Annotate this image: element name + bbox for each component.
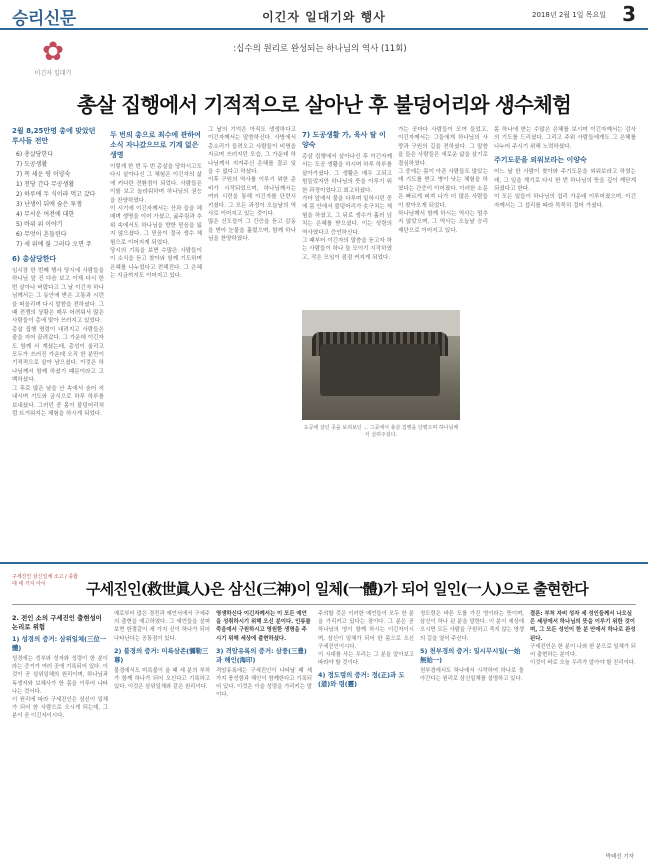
page-number: 3 [622, 2, 636, 26]
toc-item: 7) 세 위에 불 그러다 오면 주 [16, 241, 92, 248]
lower-paragraph: 이 원리에 따라 구세진인은 삼신이 일체가 되어 한 사람으로 오시게 되는데, 그 분이 곧 이긴자이시다. [12, 697, 108, 720]
lower-point: 3) 격암유록의 증거: 삼풍(三豊)과 해인(海印) [216, 646, 307, 664]
body-paragraph: 총살 집행 명령이 내려지고 사람들은 줄을 지어 끌려갔다. 그 가운데 이긴자도 함께 서 계셨는데, 총성이 울리고 모두가 쓰러진 가운데 오직 한 분만이 기적적으로 살아 남으셨다. 이것은 하나님께서 함께 하셨기 때문이라고 고백하셨다. [12, 326, 104, 384]
body-paragraph: 하나님께서 함께 하시는 역사는 멈추지 않았으며, 그 역사는 오늘날 승리제단으로 이어지고 있다. [398, 211, 488, 234]
article-column-6 [494, 126, 636, 560]
body-paragraph: 이 모든 일들이 하나님의 섭리 가운데 이루어졌으며, 이긴자께서는 그 섭리를 따라 묵묵히 걸어 가셨다. [494, 194, 636, 209]
main-headline: 총살 집행에서 기적적으로 살아난 후 불덩어리와 생수체험 [76, 93, 572, 117]
publication-date: 2018년 2월 1일 목요일 [532, 11, 606, 19]
body-paragraph: 어느 날 한 사람이 찾아와 주기도문을 외워보라고 하였는데, 그 일을 계기로 다시 한 번 하나님의 뜻을 깊이 깨닫게 되셨다고 한다. [494, 169, 636, 193]
lower-point: 5) 천부경의 증거: 일시무시일(一始無始一) [420, 646, 521, 664]
lower-column-3 [216, 610, 312, 862]
kicker-line [110, 36, 530, 55]
lower-point: 2) 불경의 증거: 미륵삼존(彌勒三尊) [114, 646, 209, 664]
body-paragraph: 가마 앞에서 불을 다루며 일하시던 중에 몸 안에서 불덩어리가 솟구치는 체험을 하셨고, 그 뒤로 생수가 흘러 넘치는 은혜를 받으셨다. 이는 성령의 역사였다고 증언하신다. [302, 196, 392, 236]
article-column-3 [208, 126, 296, 560]
lower-subhead: 2. 전인 소의 구세진인 출현성이 논리로 위험 [12, 614, 102, 631]
toc-item: 6) 총살당한다 [16, 151, 54, 158]
body-paragraph: 그 후로 많은 날을 산 속에서 숨어 지내시며 기도와 금식으로 하루 하루를 보내셨다. 그러던 중 몸이 불덩어리처럼 뜨거워지는 체험을 하시게 되었다. [12, 385, 104, 417]
body-paragraph: 그 때부터 이긴자의 말씀을 듣고자 하는 사람들이 하나 둘 모이기 시작하였고, 작은 모임이 점점 커지게 되었다. [302, 238, 392, 261]
body-paragraph: 가는 곳마다 사람들이 모여 들었고, 이긴자께서는 그들에게 하나님의 사랑과 구원의 길을 전하셨다. 그 말씀을 들은 사람들은 새로운 삶을 살기로 결심하였다. [398, 127, 488, 167]
body-paragraph: 이렇게 한 번 두 번 총살을 당하시고도 다시 살아나신 그 체험은 이긴자의 삶에 커다란 전환점이 되었다. 사람들은 이를 보고 놀라워하며 하나님의 권능을 찬양하였다. [110, 164, 202, 204]
newspaper-header [0, 0, 648, 30]
column-subhead: 7) 도공생활 가, 육사 탈 이양숙 [302, 131, 386, 149]
article-column-2 [110, 126, 202, 560]
toc-item: 5) 바위 위 이야기 [16, 221, 63, 228]
toc-item: 7) 도공생활 [16, 161, 48, 168]
lower-paragraph: 이 시대를 사는 우리는 그 분을 알아보고 따라야 할 것이다. [318, 652, 414, 667]
lower-point: 1) 성경의 증거: 삼위일체(三位一體) [12, 635, 107, 652]
lower-paragraph: 결론: 부처 자비 성자 세 성인들께서 나오심은 세상에서 하나님의 뜻을 이루기 위한 것이며, 그 모든 성인이 한 분 안에서 하나로 완성된다. [530, 611, 636, 642]
section-title: 이긴자 일대기와 행사 [262, 10, 386, 24]
lower-rule [12, 604, 636, 605]
lower-column-2 [114, 610, 210, 862]
toc-item: 4) 무서운 여전에 대한 [16, 211, 75, 218]
toc-item: 2) 하루에 두 식이라 먹고 갔다 [16, 191, 96, 198]
lower-paragraph: 성경에는 성부와 성자와 성령이 한 분이라는 증거가 여러 곳에 기록되어 있다. 이것이 곧 삼위일체의 원리이며, 하나님과 독생자와 보혜사가 한 몸을 이루어 나타나는 것이다. [12, 656, 108, 695]
section-divider [0, 562, 648, 568]
series-badge-caption: 이긴자 일대기 [34, 70, 72, 77]
lower-paragraph: 격암유록에는 구세진인이 나타날 때 세 가지 풍성함과 해인이 함께한다고 기록되어 있다. 이것은 이슬 성령을 가리키는 말이다. [216, 667, 312, 699]
lower-paragraph: 예로부터 많은 경전과 예언서에서 구세주의 출현을 예고하였다. 그 예언들을 살펴보면 한결같이 세 가지 신이 하나가 되어 나타난다는 공통점이 있다. [114, 611, 210, 642]
photo-caption: 도공에 살던 곳을 보려보던 ... 그곳에서 총살 집행을 당했으며 하나님께서 살려주셨다. [303, 425, 459, 438]
flower-icon: ✿ [42, 37, 64, 67]
kicker-text: :십수의 원리로 완성되는 하나님의 역사 (11회) [233, 44, 407, 54]
lower-paragraph: 주의할 것은 이러한 예언들이 모두 한 분을 가리키고 있다는 점이다. 그 분은 곧 하나님의 영이 함께 하시는 이긴자이시며, 삼신이 일체가 되어 한 몸으로 오신 구세진인이시다. [318, 611, 414, 650]
body-paragraph: 임시장 한 번째 행사 당시에 사람들을 하나님 앞 진 다음 보고 이제 다시 한 번 살아나 버렸다고 그 날 이긴자 하나님께서는 그 동안에 받은 고통과 시련을 떠올리며 다시 말씀을 전하셨다. 그 때 전쟁의 상황은 매우 어려워서 많은 사람들이 총에 맞아 쓰러지고 있었다. [12, 268, 104, 325]
lower-column-4 [318, 610, 414, 862]
lower-paragraph: 정도령은 바른 도를 가진 영이라는 뜻이며, 삼신이 하나 된 분을 말한다. 이 분이 세상에 오시면 모든 사람을 구원하고 죽지 않는 영생의 길을 열어 주신다. [420, 611, 524, 642]
lower-article [0, 610, 648, 862]
toc-item: 1) 천당 간다 무공생활 [16, 181, 75, 188]
body-paragraph: 총살 집행에서 살아나신 후 이긴자께서는 도공 생활을 하시며 하루 하루를 살아가셨다. 그 생활은 매우 고되고 힘들었지만 하나님의 뜻을 이루기 위한 과정이었다고 회고하셨다. [302, 154, 392, 194]
body-paragraph: 당시의 기록을 보면 수많은 사람들이 이 소식을 듣고 찾아와 함께 기도하며 은혜를 나누었다고 전해진다. 그 은혜는 지금까지도 이어지고 있다. [110, 248, 202, 280]
newspaper-logo: 승리신문 [12, 9, 76, 29]
lower-paragraph: 영생하신다 이긴자께서는 이 모든 예언을 성취하시기 위해 오신 분이다. 인류를 죽음에서 구원하시고 영원한 생명을 주시기 위해 세상에 출현하셨다. [216, 611, 311, 642]
lower-headline: 구세진인(救世眞人)은 삼신(三神)이 일체(一體)가 되어 일인(一人)으로 출현한다 [86, 580, 588, 598]
lower-column-1 [12, 610, 108, 862]
toc-item: 6) 무엇이 흔들린다 [16, 231, 67, 238]
body-paragraph: 이 시기에 이긴자께서는 산과 들을 헤매며 생명을 이어 가셨고, 굶주림과 추위 속에서도 하나님을 향한 믿음을 잃지 않으셨다. 그 믿음이 결국 생수 체험으로 이어지게 되었다. [110, 206, 202, 246]
lower-side-label: 구세진인 삼신일체 소고 / 종합대 세 가지 아이 [12, 574, 79, 587]
article-column-5 [398, 126, 488, 306]
article-column-1 [12, 126, 104, 560]
toc-item: 7) 목 세운 평 이양숙 [16, 171, 71, 178]
lower-point: 4) 정도령의 증거: 정(正)과 도(道)와 령(靈) [318, 671, 405, 689]
lower-paragraph: 구세진인은 한 분이 나와 한 분으로 일체가 되어 출현하는 분이다. [530, 643, 636, 659]
lower-paragraph: 불경에서도 미륵불이 올 때 세 분의 부처가 함께 하나가 되어 오신다고 기록하고 있다. 이것은 삼위일체와 같은 원리이다. [114, 667, 210, 691]
toc-title: 2월 8,25만명 총에 맞았던 투사들 전만 [12, 127, 96, 145]
lower-column-6 [530, 610, 636, 850]
lower-paragraph: 이것이 바로 오늘 우리가 알아야 할 진리이다. [530, 660, 636, 667]
toc-item: 3) 난생이 뒤에 숨은 투쟁 [16, 201, 82, 208]
article-photo [302, 310, 460, 420]
byline: 박태선 기자 [605, 854, 634, 860]
series-badge [14, 36, 92, 86]
photo-truck [320, 344, 440, 396]
lower-paragraph: 천부경에서도 하나에서 시작하여 하나로 돌아간다는 원리로 삼신일체를 설명하고 있다. [420, 667, 524, 683]
body-paragraph: 많은 신도들이 그 간증을 듣고 감동을 받아 눈물을 흘렸으며, 함께 하나님을 찬양하였다. [208, 219, 296, 243]
column-subhead: 주기도문을 외워보라는 이양숙 [494, 156, 587, 165]
body-paragraph: 그 날의 기억은 아직도 생생하다고 이긴자께서는 말씀하신다. 사방에서 총소리가 들려오고 사람들이 비명을 지르며 쓰러지던 모습, 그 가운데 하나님께서 지켜주신 은혜를 결코 잊을 수 없다고 하셨다. [208, 127, 296, 176]
column-subhead: 6) 총살당한다 [12, 255, 57, 263]
article-column-4 [302, 126, 392, 306]
body-paragraph: 몸 하나에 받는 수많은 은혜를 보시며 이긴자께서는 감사의 기도를 드리셨다. 그리고 주위 사람들에게도 그 은혜를 나누어 주시기 위해 노력하셨다. [494, 127, 636, 150]
body-paragraph: 이후 구원의 역사를 이루기 위한 준비가 시작되었으며, 하나님께서는 여러 시련을 통해 이긴자를 단련시키셨다. 그 모든 과정이 오늘날의 역사로 이어지고 있는 것이다. [208, 177, 296, 218]
column-subhead: 두 번의 총으로 죄수에 관하여 소식 자나갔으므로 기계 없은 생명 [110, 131, 201, 159]
lower-column-5 [420, 610, 524, 862]
body-paragraph: 그 중에는 몸이 아픈 사람들도 많았는데 기도를 받고 병이 낫는 체험을 하였다는 간증이 이어졌다. 이러한 소문은 빠르게 퍼져 나가 더 많은 사람들이 찾아오게 되었다. [398, 169, 488, 209]
